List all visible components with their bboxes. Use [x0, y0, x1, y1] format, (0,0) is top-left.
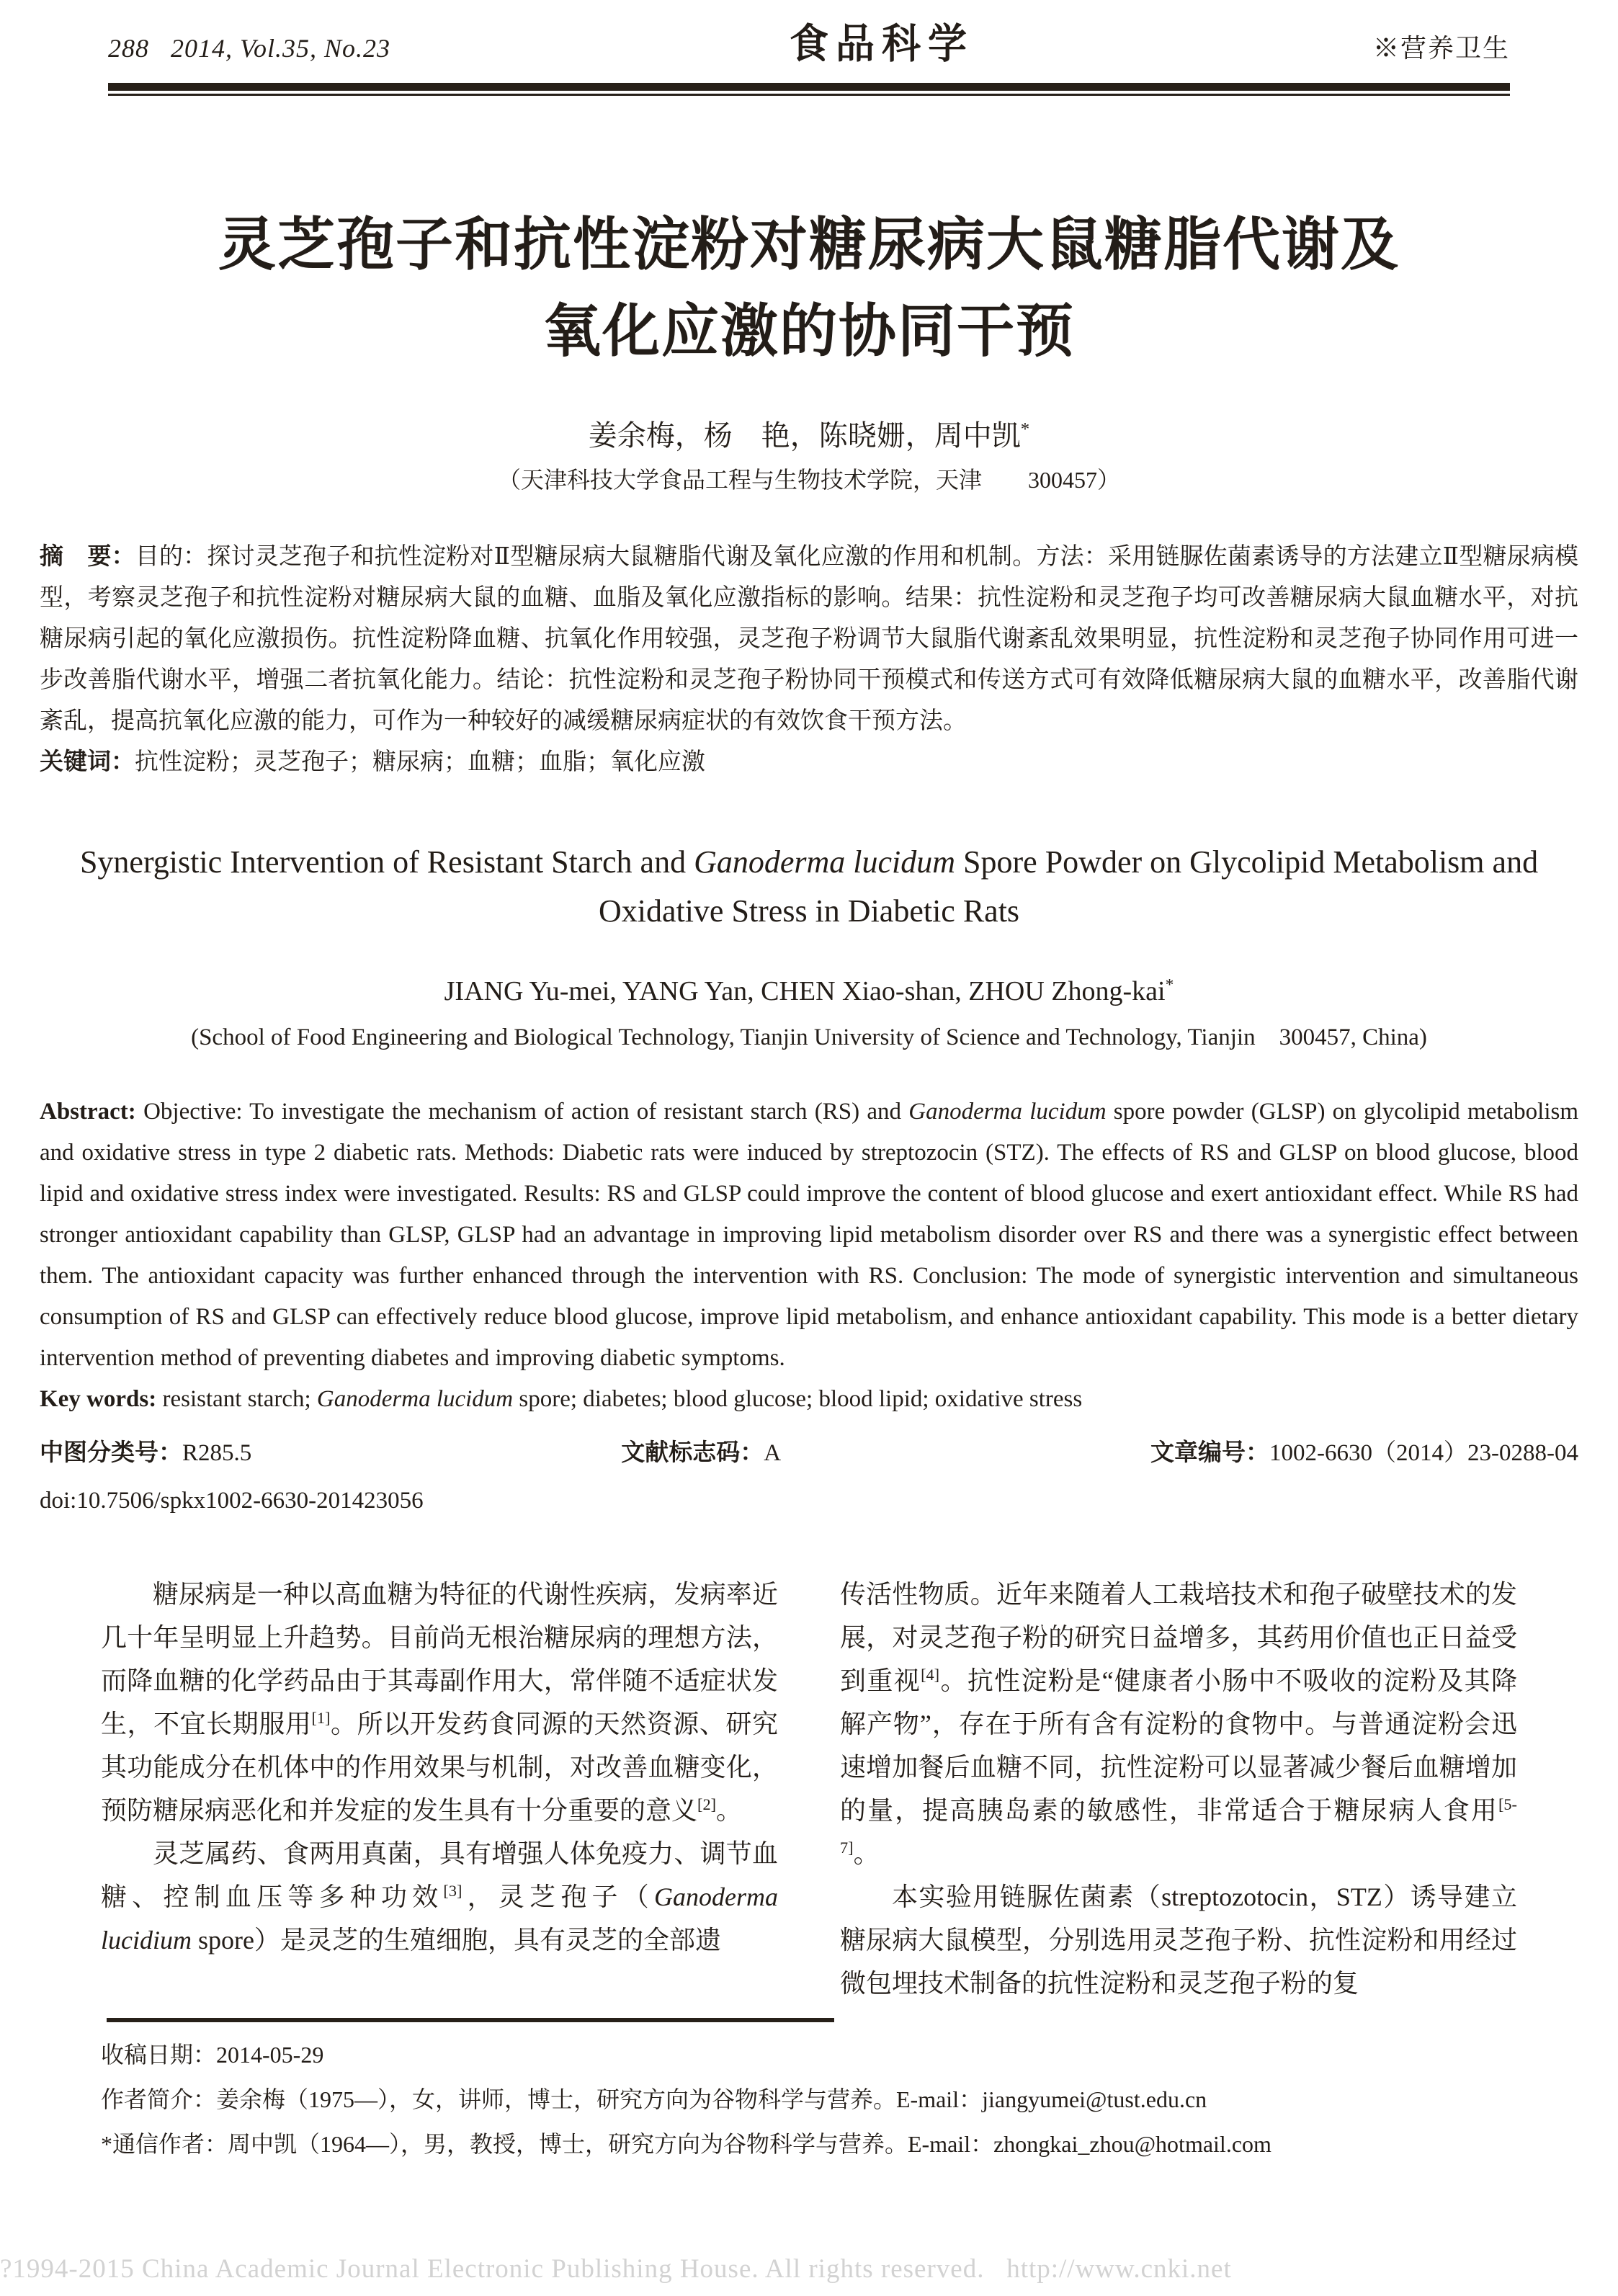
clc-label: 中图分类号： — [40, 1440, 182, 1466]
authors-cn: 姜余梅，杨 艳，陈晓姗，周中凯* — [588, 419, 1030, 452]
document-code — [621, 1437, 781, 1469]
document-code-value: A — [764, 1440, 782, 1466]
clc-value: R285.5 — [182, 1440, 252, 1466]
footnote-corresponding-author: *通信作者：周中凯（1964—），男，教授，博士，研究方向为谷物科学与营养。E-mail：zhongkai_zhou@hotmail.com — [101, 2131, 1271, 2157]
keywords-cn-text: 抗性淀粉；灵芝孢子；糖尿病；血糖；血脂；氧化应激 — [135, 749, 705, 775]
keywords-en — [40, 1379, 1578, 1420]
abstract-en-label: Abstract: — [40, 1099, 144, 1125]
page-volume-info: 288 2014, Vol.35, No.23 — [108, 34, 391, 63]
article-number-label: 文章编号： — [1150, 1440, 1270, 1466]
body-column-left — [101, 1573, 778, 2005]
journal-name: 食品科学 — [790, 21, 974, 67]
affiliation-cn: （天津科技大学食品工程与生物技术学院，天津 300457） — [497, 467, 1120, 493]
abstract-cn-label: 摘 要： — [40, 544, 135, 570]
copyright-watermark: ?1994-2015 China Academic Journal Electronic Publishing House. All rights reserved. http://www.cnki.net — [0, 2254, 1232, 2284]
footnote-divider — [107, 2018, 834, 2022]
authors-en: JIANG Yu-mei, YANG Yan, CHEN Xiao-shan, ZHOU Zhong-kai* — [444, 975, 1174, 1006]
article-number-value: 1002-6630（2014）23-0288-04 — [1269, 1440, 1578, 1466]
article-title-cn-line1: 灵芝孢子和抗性淀粉对糖尿病大鼠糖脂代谢及 — [218, 214, 1400, 277]
clc-number — [40, 1437, 251, 1469]
keywords-en-text: resistant starch; Ganoderma lucidum spore; diabetes; blood glucose; blood lipid; oxidative stress — [162, 1386, 1083, 1412]
abstract-en-block — [40, 1091, 1578, 1420]
header-rules — [108, 83, 1510, 96]
article-title-en: Synergistic Intervention of Resistant Starch and Ganoderma lucidum Spore Powder on Glycolipid Metabolism and Oxidative Stress in Diabetic Rats — [79, 844, 1539, 929]
footnote-block — [0, 2018, 1618, 2166]
article-number — [1150, 1437, 1578, 1469]
abstract-cn-text: 目的：探讨灵芝孢子和抗性淀粉对Ⅱ型糖尿病大鼠糖脂代谢及氧化应激的作用和机制。方法：采用链脲佐菌素诱导的方法建立Ⅱ型糖尿病模型，考察灵芝孢子和抗性淀粉对糖尿病大鼠的血糖、血脂及氧化应激指标的影响。结果：抗性淀粉和灵芝孢子均可改善糖尿病大鼠血糖水平，对抗糖尿病引起的氧化应激损伤。抗性淀粉降血糖、抗氧化作用较强，灵芝孢子粉调节大鼠脂代谢紊乱效果明显，抗性淀粉和灵芝孢子协同作用可进一步改善脂代谢水平，增强二者抗氧化能力。结论：抗性淀粉和灵芝孢子粉协同干预模式和传送方式可有效降低糖尿病大鼠的血糖水平，改善脂代谢紊乱，提高抗氧化应激的能力，可作为一种较好的减缓糖尿病症状的有效饮食干预方法。 — [40, 544, 1579, 734]
article-title-cn — [0, 202, 1618, 375]
header-rule-thick — [108, 83, 1510, 91]
header-rule-thin — [108, 94, 1510, 96]
body-paragraph: 传活性物质。近年来随着人工栽培技术和孢子破壁技术的发展，对灵芝孢子粉的研究日益增多，其药用价值也正日益受到重视[4]。抗性淀粉是“健康者小肠中不吸收的淀粉及其降解产物”，存在于所有含有淀粉的食物中。与普通淀粉会迅速增加餐后血糖不同，抗性淀粉可以显著减少餐后血糖增加的量，提高胰岛素的敏感性，非常适合于糖尿病人食用[5-7]。 — [840, 1580, 1517, 1868]
keywords-cn — [40, 742, 1578, 783]
body-paragraph: 本实验用链脲佐菌素（streptozotocin，STZ）诱导建立糖尿病大鼠模型，分别选用灵芝孢子粉、抗性淀粉和用经过微包埋技术制备的抗性淀粉和灵芝孢子粉的复 — [840, 1882, 1517, 1998]
body-paragraph: 灵芝属药、食两用真菌，具有增强人体免疫力、调节血糖、控制血压等多种功效[3]，灵芝孢子（Ganoderma lucidium spore）是灵芝的生殖细胞，具有灵芝的全部遗 — [101, 1839, 778, 1955]
article-title-cn-line2: 氧化应激的协同干预 — [543, 300, 1075, 364]
affiliation-en: (School of Food Engineering and Biological Technology, Tianjin University of Science and Technology, Tianjin 300457, China) — [191, 1024, 1427, 1050]
abstract-cn — [40, 537, 1578, 742]
body-columns — [0, 1573, 1618, 2005]
running-head — [0, 0, 1618, 68]
footnote-author-bio: 作者简介：姜余梅（1975—），女，讲师，博士，研究方向为谷物科学与营养。E-mail：jiangyumei@tust.edu.cn — [101, 2086, 1207, 2112]
doi-line: doi:10.7506/spkx1002-6630-201423056 — [40, 1488, 424, 1514]
meta-row — [40, 1437, 1578, 1469]
abstract-en — [40, 1091, 1578, 1379]
abstract-en-text: Objective: To investigate the mechanism of action of resistant starch (RS) and Ganoderma lucidum spore powder (GLSP) on glycolipid metabolism and oxidative stress in type 2 diabetic rats. Methods: Diabetic rats were induced by streptozocin (STZ). The effects of RS and GLSP on blood glucose, blood lipid and oxidative stress index were investigated. Results: RS and GLSP could improve the content of blood glucose and exert antioxidant effect. While RS had stronger antioxidant capability than GLSP, GLSP had an advantage in improving lipid metabolism disorder over RS and there was a synergistic effect between them. The antioxidant capacity was further enhanced through the intervention with RS. Conclusion: The mode of synergistic intervention and simultaneous consumption of RS and GLSP can effectively reduce blood glucose, improve lipid metabolism, and enhance antioxidant capability. This mode is a better dietary intervention method of preventing diabetes and improving diabetic symptoms. — [40, 1099, 1579, 1371]
document-code-label: 文献标志码： — [621, 1440, 764, 1466]
body-paragraph: 糖尿病是一种以高血糖为特征的代谢性疾病，发病率近几十年呈明显上升趋势。目前尚无根治糖尿病的理想方法，而降血糖的化学药品由于其毒副作用大，常伴随不适症状发生，不宜长期服用[1]。所以开发药食同源的天然资源、研究其功能成分在机体中的作用效果与机制，对改善血糖变化，预防糖尿病恶化和并发症的发生具有十分重要的意义[2]。 — [101, 1580, 778, 1825]
abstract-cn-block — [40, 537, 1578, 783]
keywords-en-label: Key words: — [40, 1386, 163, 1412]
section-label: ※营养卫生 — [1372, 34, 1510, 63]
keywords-cn-label: 关键词： — [40, 749, 135, 775]
body-column-right — [840, 1573, 1517, 2005]
footnote-received-date: 收稿日期：2014-05-29 — [101, 2042, 324, 2068]
